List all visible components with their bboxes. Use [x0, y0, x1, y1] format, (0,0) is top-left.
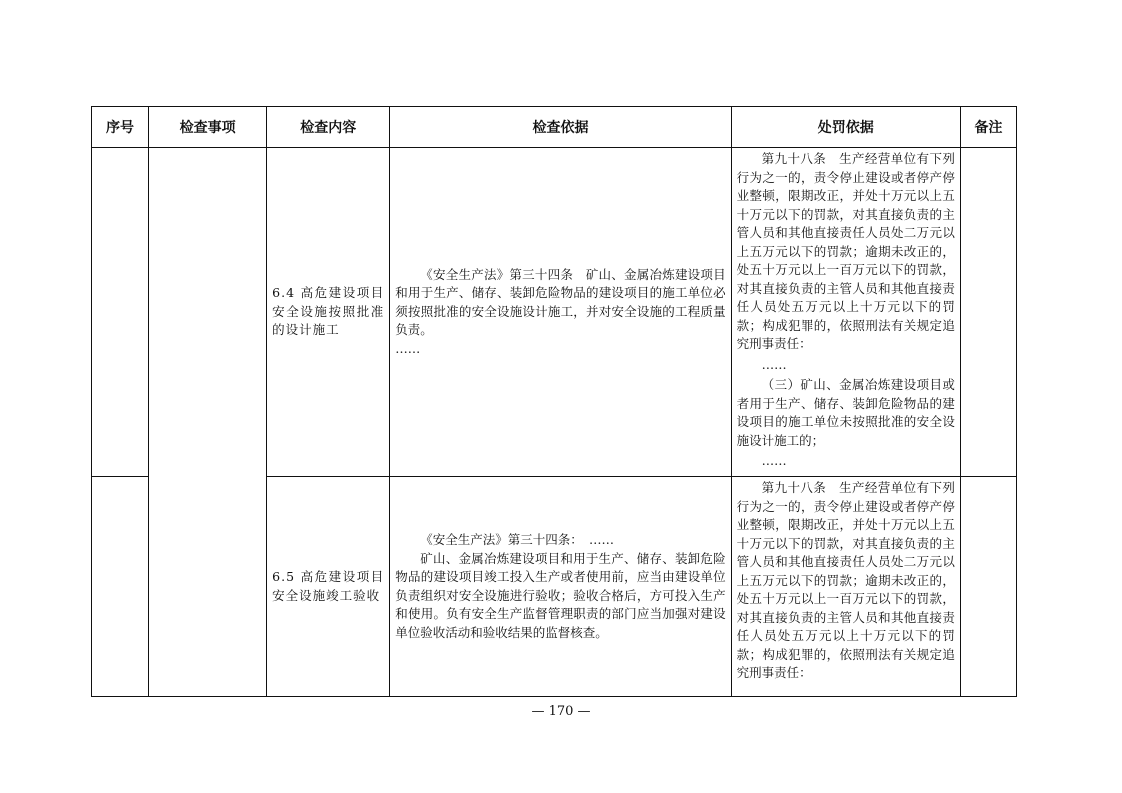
table-header-row	[92, 107, 1017, 148]
serial-number-cell	[92, 477, 149, 697]
header-serial-number: 序号	[92, 107, 149, 148]
inspection-item-cell	[149, 148, 267, 697]
header-penalty-basis: 处罚依据	[731, 107, 960, 148]
remarks-cell	[960, 477, 1016, 697]
inspection-content-cell: 6.4 高危建设项目安全设施按照批准的设计施工	[267, 148, 390, 477]
remarks-cell	[960, 148, 1016, 477]
inspection-content-cell: 6.5 高危建设项目安全设施竣工验收	[267, 477, 390, 697]
penalty-basis-cell: 第九十八条 生产经营单位有下列行为之一的，责令停止建设或者停产停业整顿，限期改正，并处十万元以上五十万元以下的罚款，对其直接负责的主管人员和其他直接责任人员处二万元以上五万元以下的罚款；逾期未改正的，处五十万元以上一百万元以下的罚款，对其直接负责的主管人员和其他直接责任人员处五万元以上十万元以下的罚款；构成犯罪的，依照刑法有关规定追究刑事责任： …… （三）矿山、金属冶炼建设项目或者用于生产、储存、装卸危险物品的建设项目的施工单位未按照批准的安全设施设计施工的； ……	[731, 148, 960, 477]
serial-number-cell	[92, 148, 149, 477]
header-remarks: 备注	[960, 107, 1016, 148]
inspection-basis-cell: 《安全生产法》第三十四条 矿山、金属冶炼建设项目和用于生产、储存、装卸危险物品的建设项目的施工单位必须按照批准的安全设施设计施工，并对安全设施的工程质量负责。 ……	[390, 148, 731, 477]
penalty-basis-cell: 第九十八条 生产经营单位有下列行为之一的，责令停止建设或者停产停业整顿，限期改正，并处十万元以上五十万元以下的罚款，对其直接负责的主管人员和其他直接责任人员处二万元以上五万元以下的罚款；逾期未改正的，处五十万元以上一百万元以下的罚款，对其直接负责的主管人员和其他直接责任人员处五万元以上十万元以下的罚款；构成犯罪的，依照刑法有关规定追究刑事责任：	[731, 477, 960, 697]
header-inspection-basis: 检查依据	[390, 107, 731, 148]
header-inspection-content: 检查内容	[267, 107, 390, 148]
inspection-table	[91, 106, 1017, 697]
inspection-basis-cell: 《安全生产法》第三十四条： …… 矿山、金属冶炼建设项目和用于生产、储存、装卸危险物品的建设项目竣工投入生产或者使用前，应当由建设单位负责组织对安全设施进行验收；验收合格后，方可投入生产和使用。负有安全生产监督管理职责的部门应当加强对建设单位验收活动和验收结果的监督核查。	[390, 477, 731, 697]
header-inspection-item: 检查事项	[149, 107, 267, 148]
page-number: — 170 —	[531, 704, 591, 719]
table-row	[92, 148, 1017, 477]
